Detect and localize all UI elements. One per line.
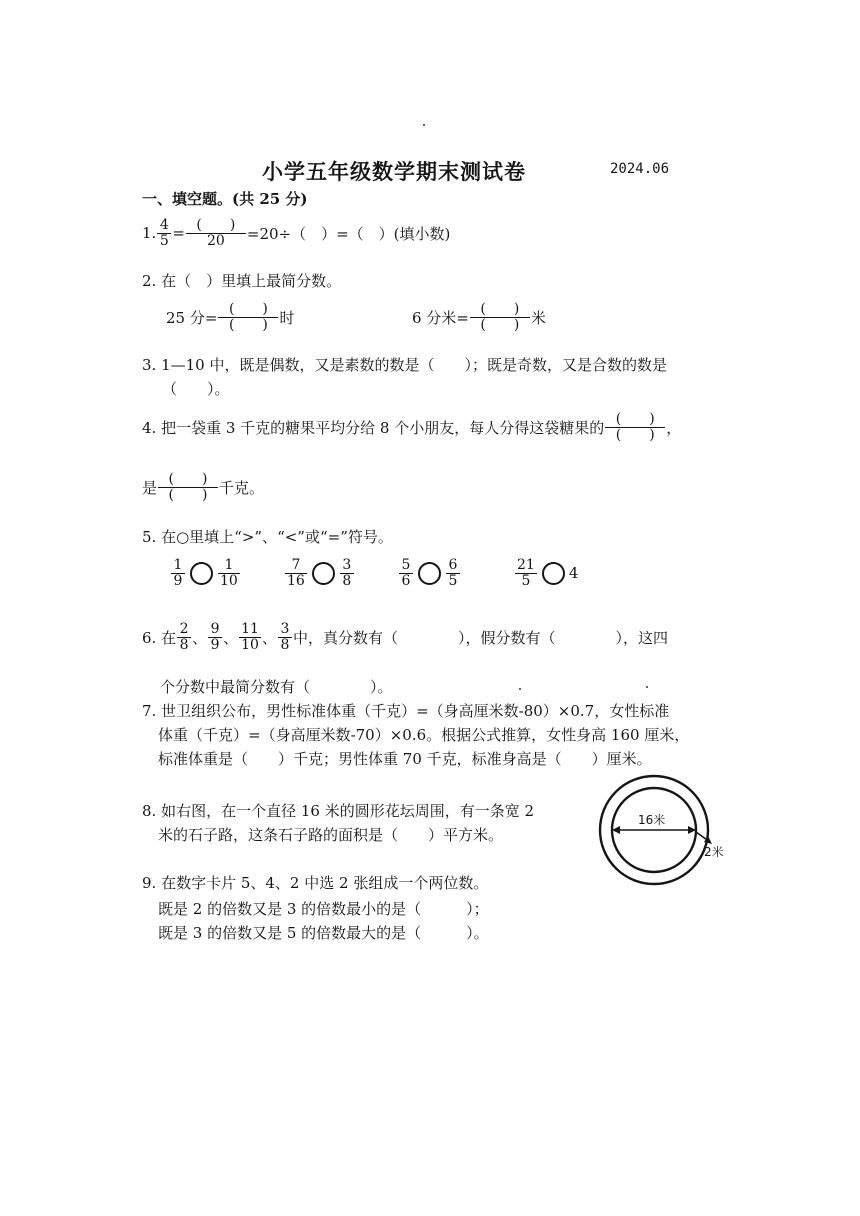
q5-pair-4 — [514, 558, 578, 588]
numerator: 1 — [173, 557, 183, 573]
q2b-fraction — [470, 302, 530, 332]
numerator-blank: ( ) — [196, 217, 236, 233]
comparison-circle[interactable] — [418, 562, 441, 585]
q2a-suffix: 时 — [279, 308, 295, 327]
question-7-line-3: 标准体重是（ ）千克；男性体重 70 千克，标准身高是（ ）厘米。 — [158, 750, 652, 768]
denominator: 5 — [521, 572, 531, 589]
denominator: 5 — [159, 232, 169, 249]
q4-line2-prefix: 是 — [142, 478, 158, 497]
question-3-line-1: 3. 1—10 中，既是偶数，又是素数的数是（ ）；既是奇数，又是合数的数是 — [142, 356, 667, 374]
numerator: 6 — [448, 557, 458, 573]
scan-speck — [423, 124, 425, 126]
numerator: 3 — [280, 621, 290, 637]
q1-number: 1. — [142, 224, 157, 243]
denominator: 16 — [287, 572, 305, 589]
q4-fraction-share — [605, 412, 665, 442]
numerator: 21 — [517, 557, 535, 573]
numerator-blank: ( ) — [615, 411, 655, 427]
denominator-blank: ( ) — [168, 486, 208, 503]
inner-diameter-label: 16米 — [638, 813, 666, 827]
separator: 、 — [261, 628, 277, 647]
section-heading: 一、填空题。(共 25 分) — [142, 190, 308, 208]
question-7-line-2: 体重（千克）=（身高厘米数-70）×0.6。根据公式推算，女性身高 160 厘米， — [158, 726, 690, 744]
separator: 、 — [192, 628, 208, 647]
question-9-line-2: 既是 2 的倍数又是 3 的倍数最小的是（ ）； — [158, 900, 489, 918]
question-9-line-3: 既是 3 的倍数又是 5 的倍数最大的是（ ）。 — [158, 924, 489, 942]
numerator: 9 — [210, 621, 220, 637]
q6-text: 中，真分数有（ ），假分数有（ ），这四 — [292, 628, 668, 647]
q4-line2-suffix: 千克。 — [219, 478, 265, 497]
numerator-blank: ( ) — [480, 301, 520, 317]
denominator-blank: ( ) — [615, 426, 655, 443]
q4-text: 4. 把一袋重 3 千克的糖果平均分给 8 个小朋友，每人分得这袋糖果的 — [142, 418, 605, 437]
numerator-blank: ( ) — [228, 301, 268, 317]
question-9-line-1: 9. 在数字卡片 5、4、2 中选 2 张组成一个两位数。 — [142, 874, 489, 892]
denominator: 20 — [206, 232, 225, 249]
denominator: 8 — [280, 636, 290, 653]
q5-pair-3 — [398, 558, 461, 588]
whole-number: 4 — [568, 564, 579, 583]
denominator: 9 — [173, 572, 183, 589]
numerator: 7 — [291, 557, 301, 573]
scan-speck — [646, 686, 648, 688]
question-7-line-1: 7. 世卫组织公布，男性标准体重（千克）=（身高厘米数-80）×0.7，女性标准 — [142, 702, 670, 720]
question-5: 5. 在○里填上“>”、“<”或“=”符号。 — [142, 528, 393, 546]
question-6-line-1 — [142, 622, 668, 652]
denominator: 10 — [220, 572, 238, 589]
q1-fraction-4-5 — [157, 218, 171, 248]
q2a-fraction — [218, 302, 278, 332]
question-6-line-2: 个分数中最简分数有（ ）。 — [160, 678, 393, 696]
q2-part-a — [166, 302, 294, 332]
denominator: 9 — [210, 636, 220, 653]
numerator: 11 — [241, 621, 259, 637]
garden-ring-figure — [596, 772, 746, 892]
ring-width-label: 2米 — [704, 845, 724, 859]
q5-pair-1 — [170, 558, 241, 588]
numerator: 2 — [179, 621, 189, 637]
question-8-line-1: 8. 如右图，在一个直径 16 米的圆形花坛周围，有一条宽 2 — [142, 802, 535, 820]
question-4-line-2 — [142, 472, 264, 502]
denominator: 8 — [179, 636, 189, 653]
question-8-line-2: 米的石子路，这条石子路的面积是（ ）平方米。 — [158, 826, 504, 844]
comparison-circle[interactable] — [190, 562, 213, 585]
numerator: 1 — [224, 557, 234, 573]
separator: 、 — [223, 628, 239, 647]
comparison-circle[interactable] — [312, 562, 335, 585]
q2b-prefix: 6 分米= — [412, 308, 469, 327]
equals: = — [172, 224, 185, 243]
question-1 — [142, 218, 450, 248]
denominator: 10 — [241, 636, 259, 653]
numerator: 5 — [401, 557, 411, 573]
q1-fraction-blank-20 — [186, 218, 246, 248]
q2-part-b — [412, 302, 546, 332]
q2b-suffix: 米 — [530, 308, 546, 327]
denominator: 8 — [342, 572, 352, 589]
question-2: 2. 在（ ）里填上最简分数。 — [142, 272, 342, 290]
exam-date: 2024.06 — [610, 161, 670, 177]
width-arrow-head — [704, 836, 712, 844]
q4-fraction-kg — [158, 472, 218, 502]
q1-rest: =20÷（ ）=（ ）(填小数) — [246, 224, 451, 243]
denominator: 6 — [401, 572, 411, 589]
question-4-line-1 — [142, 412, 681, 442]
page-title: 小学五年级数学期末测试卷 — [262, 159, 526, 184]
scan-speck — [519, 688, 521, 690]
comparison-circle[interactable] — [542, 562, 565, 585]
numerator: 3 — [342, 557, 352, 573]
denominator: 5 — [448, 572, 458, 589]
q4-comma: ， — [666, 418, 682, 437]
q5-pair-2 — [284, 558, 355, 588]
question-3-line-2: （ ）。 — [162, 380, 230, 398]
denominator-blank: ( ) — [228, 316, 268, 333]
numerator: 4 — [159, 217, 169, 233]
q2a-prefix: 25 分= — [166, 308, 218, 327]
q6-prefix: 6. 在 — [142, 628, 177, 647]
denominator-blank: ( ) — [480, 316, 520, 333]
numerator-blank: ( ) — [168, 471, 208, 487]
